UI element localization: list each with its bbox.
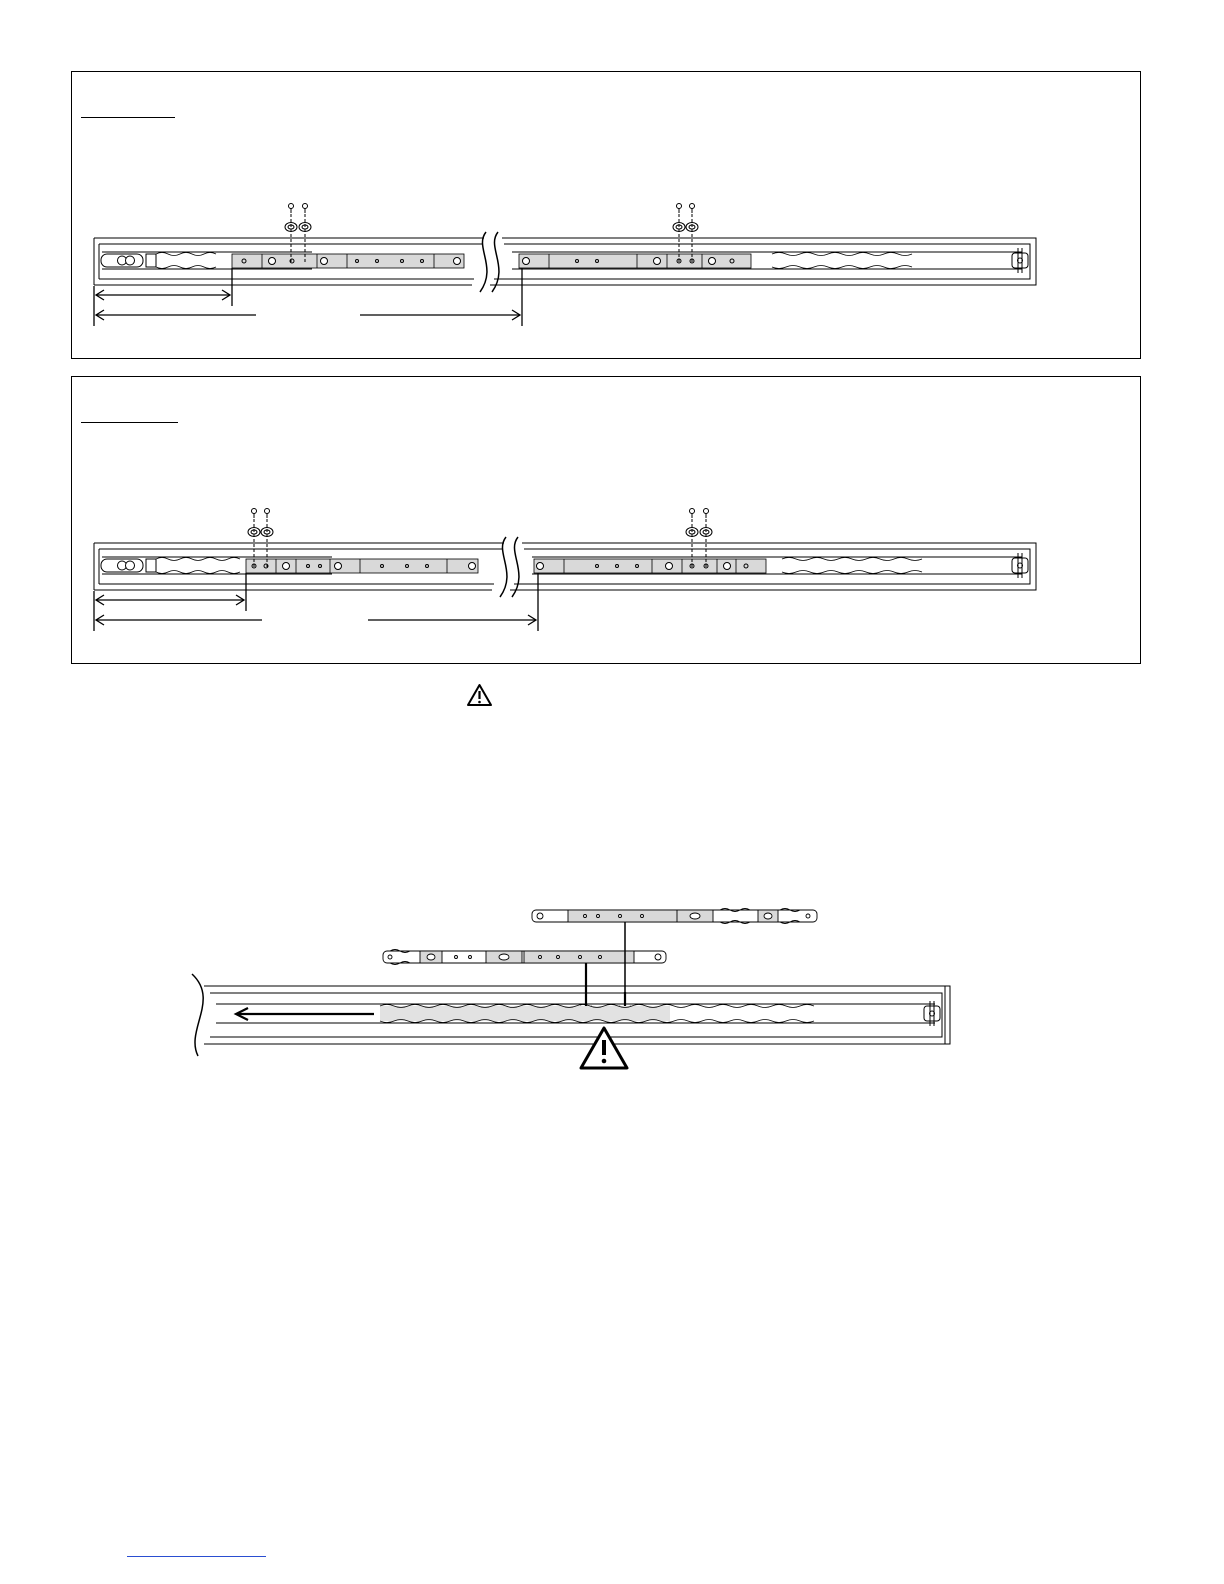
chain-segment [156, 253, 216, 269]
rail-break-mark [192, 974, 203, 1056]
screw-washer-group-left [248, 509, 273, 568]
dimension-line-long [96, 573, 538, 631]
rail-diagram-1 [72, 72, 1140, 358]
arrow-icon [236, 1008, 374, 1020]
screw-washer-group-left [285, 204, 311, 263]
screw-icon [704, 509, 709, 519]
rail-end-fitting-left [101, 559, 156, 572]
caution-icon [466, 683, 493, 707]
screw-icon [265, 509, 270, 519]
screw-icon [252, 509, 257, 519]
footer-link-underline[interactable] [127, 1556, 266, 1557]
diagram-panel-1 [71, 71, 1141, 359]
rail-end-fitting-left [101, 254, 156, 267]
screw-icon [690, 204, 695, 214]
screw-icon [677, 204, 682, 214]
trolley-bracket-right [534, 559, 766, 573]
screw-icon [303, 204, 308, 214]
trolley-bracket-left [232, 254, 464, 268]
rail-diagram-2 [72, 377, 1140, 663]
dimension-line-short [94, 268, 232, 326]
trolley-bracket-right [519, 254, 751, 268]
rail-break-mark [480, 232, 499, 292]
trolley-bracket-left [246, 559, 478, 573]
chain-segment [782, 558, 922, 574]
dimension-line-long [96, 268, 522, 326]
rail-end-fitting-right [924, 1001, 940, 1026]
rail-break-mark [500, 537, 519, 597]
caution-icon [581, 1028, 627, 1068]
chain-piece-upper [532, 909, 817, 924]
chain-inside-rail [380, 1006, 670, 1021]
dimension-line-short [94, 573, 246, 631]
chain-install-diagram [180, 900, 970, 1080]
chain-piece-lower [383, 950, 666, 965]
chain-segment [156, 558, 240, 574]
diagram-panel-2 [71, 376, 1141, 664]
screw-washer-group-right [673, 204, 698, 263]
screw-icon [289, 204, 294, 214]
screw-washer-group-right [686, 509, 712, 568]
chain-segment [772, 253, 912, 269]
screw-icon [690, 509, 695, 519]
